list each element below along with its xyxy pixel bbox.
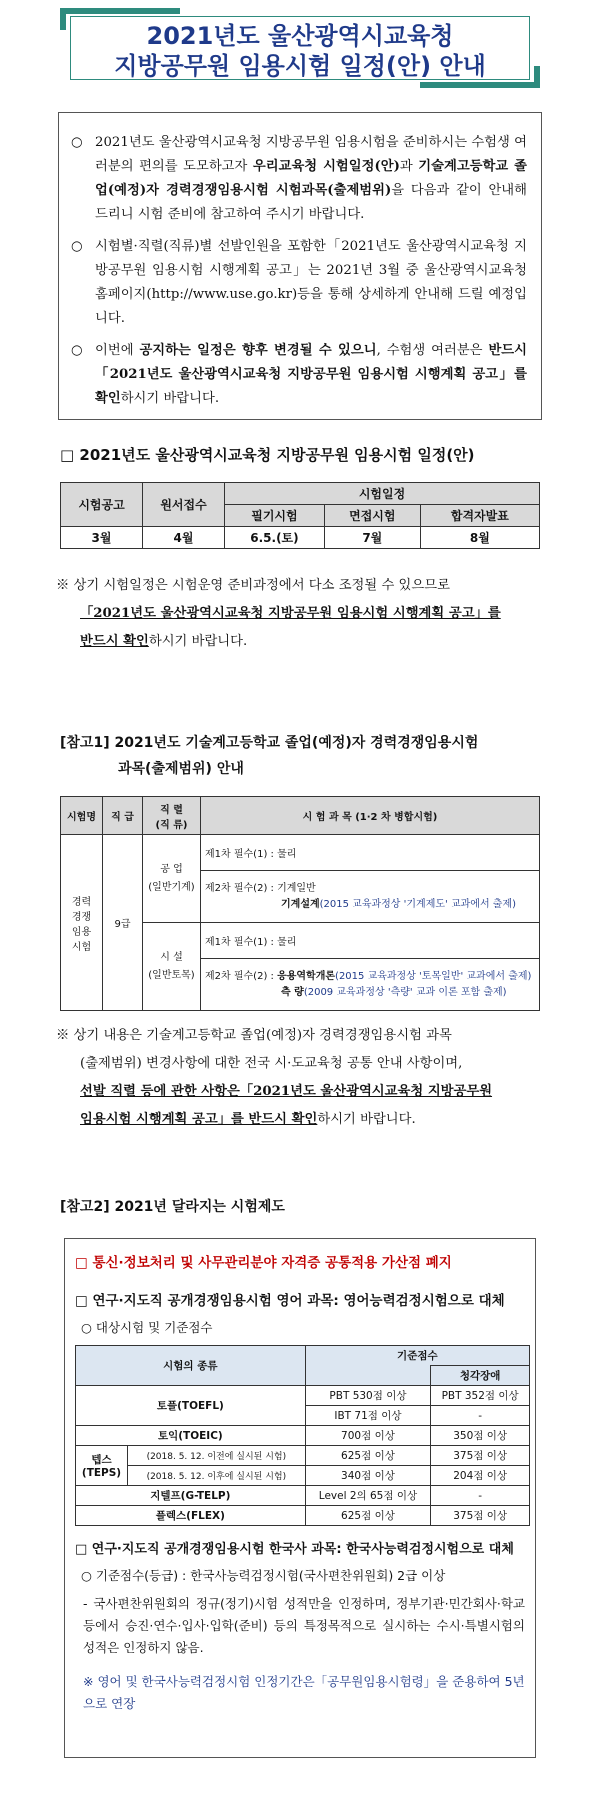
cell-s2-r2: 제2차 필수(2) : 응용역학개론(2015 교육과정상 '토목일반' 교과에서 출제) 측 량(2009 교육과정상 '측량' 교과 이론 포함 출제) bbox=[201, 959, 540, 1011]
notice-box bbox=[58, 112, 542, 420]
notice-paragraph-1: ○ 2021년도 울산광역시교육청 지방공무원 임용시험을 준비하시는 수험생 여러분의 편의를 도모하고자 우리교육청 시험일정(안)과 기술계고등학교 졸업(예정)자 경력경쟁임용시험 시험과목(출제범위)을 다음과 같이 안내해 드리니 시험 준비에 참고하여 주시기 바랍니다. bbox=[71, 131, 527, 227]
circle-bullet-icon: ○ bbox=[71, 135, 83, 150]
cell-written: 6.5.(토) bbox=[225, 527, 325, 549]
cell-grade: 9급 bbox=[103, 835, 143, 1011]
th-notice: 시험공고 bbox=[61, 483, 143, 527]
title-line1: 2021년도 울산광역시교육청 bbox=[146, 22, 454, 50]
cell-teps: 텝스 (TEPS) bbox=[76, 1446, 128, 1486]
notice-paragraph-3: ○ 이번에 공지하는 일정은 향후 변경될 수 있으니, 수험생 여러분은 반드시「2021년도 울산광역시교육청 지방공무원 임용시험 시행계획 공고」를 확인하시기 바랍니다. bbox=[71, 339, 527, 411]
th-series: 직 렬 (직 류) bbox=[143, 797, 201, 835]
circle-bullet-icon: ○ bbox=[71, 343, 83, 358]
th-exam: 시험명 bbox=[61, 797, 103, 835]
cell-exam-name: 경력 경쟁 임용 시험 bbox=[61, 835, 103, 1011]
schedule-table bbox=[60, 482, 540, 549]
th-written: 필기시험 bbox=[225, 505, 325, 527]
cell-series-2: 시 설 (일반토목) bbox=[143, 923, 201, 1011]
notice-paragraph-2: ○ 시험별·직렬(직류)별 선발인원을 포함한「2021년도 울산광역시교육청 지방공무원 임용시험 시행계획 공고」는 2021년 3월 중 울산광역시교육청 홈페이지(http://www.use.go.kr)등을 통해 상세하게 안내해 드릴 예정입니다. bbox=[71, 235, 527, 331]
ref2-sub: ○ 대상시험 및 기준점수 bbox=[81, 1320, 213, 1335]
ref1-note: ※ 상기 내용은 기술계고등학교 졸업(예정)자 경력경쟁임용시험 과목 (출제범위) 변경사항에 대한 전국 시·도교육청 공통 안내 사항이며, 선발 직렬 등에 관한 사항은「2021년도 울산광역시교육청 지방공무원 임용시험 시행계획 공고」를 반드시 확인하시기 바랍니다. bbox=[56, 1028, 493, 1127]
cell-gtelp: 지텔프(G-TELP) bbox=[76, 1486, 306, 1506]
th-hear: 청각장애 bbox=[431, 1366, 530, 1386]
ref2-k1: ○ 기준점수(등급) : 한국사능력검정시험(국사편찬위원회) 2급 이상 bbox=[81, 1568, 446, 1583]
schedule-note: ※ 상기 시험일정은 시험운영 준비과정에서 다소 조정될 수 있으므로 「2021년도 울산광역시교육청 지방공무원 임용시험 시행계획 공고」를 반드시 확인하시기 바랍니다. bbox=[56, 578, 501, 649]
ref2-item-1: □ 통신·정보처리 및 사무관리분야 자격증 공통적용 가산점 폐지 bbox=[75, 1255, 452, 1271]
cell-s2-r1: 제1차 필수(1) : 물리 bbox=[201, 923, 540, 959]
cell-notice: 3월 bbox=[61, 527, 143, 549]
cell-apply: 4월 bbox=[143, 527, 225, 549]
th-grade: 직 급 bbox=[103, 797, 143, 835]
th-interview: 면접시험 bbox=[324, 505, 420, 527]
cell-s1-r1: 제1차 필수(1) : 물리 bbox=[201, 835, 540, 871]
cell-interview: 7월 bbox=[324, 527, 420, 549]
ref2-heading: [참고2] 2021년 달라지는 시험제도 bbox=[60, 1199, 285, 1215]
ref2-item-2: □ 연구·지도직 공개경쟁임용시험 영어 과목: 영어능력검정시험으로 대체 bbox=[75, 1293, 505, 1309]
ref2-item-3: □ 연구·지도직 공개경쟁임용시험 한국사 과목: 한국사능력검정시험으로 대체 bbox=[75, 1542, 514, 1557]
subjects-table bbox=[60, 796, 540, 1011]
cell-s1-r2: 제2차 필수(2) : 기계일반 기계설계(2015 교육과정상 '기계제도' 교과에서 출제) bbox=[201, 871, 540, 923]
title-banner bbox=[60, 8, 540, 88]
th-apply: 원서접수 bbox=[143, 483, 225, 527]
th-score: 기준점수 bbox=[305, 1346, 529, 1366]
title-line2: 지방공무원 임용시험 일정(안) 안내 bbox=[114, 52, 486, 80]
th-subjects: 시 험 과 목 (1·2 차 병합시험) bbox=[201, 797, 540, 835]
cell-toeic: 토익(TOEIC) bbox=[76, 1426, 306, 1446]
circle-bullet-icon: ○ bbox=[71, 239, 83, 254]
english-table: 시험의 종류 기준점수 청각장애 토플(TOEFL) PBT 530점 이상 PBT 352점 이상 IBT 71점 이상 - 토익(TOEIC) 700점 이상 350점 이상 텝스 (TEPS) (2018. 5. 12. 이전에 실시된 시험) 625점 이상 375점 이상 (2018. 5. 12. 이후에 실시된 시험) 340점 이상 204점 이상 지텔프(G-TELP) Level 2의 65점 이상 - 플렉스(FLEX) 625점 이상 375점 이상 bbox=[75, 1345, 530, 1526]
cell-series-1: 공 업 (일반기계) bbox=[143, 835, 201, 923]
cell-result: 8월 bbox=[420, 527, 539, 549]
ref2-box bbox=[64, 1238, 536, 1758]
ref1-heading: [참고1] 2021년도 기술계고등학교 졸업(예정)자 경력경쟁임용시험 과목(출제범위) 안내 bbox=[60, 735, 479, 777]
th-type: 시험의 종류 bbox=[76, 1346, 306, 1386]
ref2-k3: ※ 영어 및 한국사능력검정시험 인정기간은「공무원임용시험령」을 준용하여 5년으로 연장 bbox=[83, 1674, 525, 1711]
page-title bbox=[70, 16, 530, 80]
ref2-k2: - 국사편찬위원회의 정규(정기)시험 성적만을 인정하며, 정부기관·민간회사·학교 등에서 승진·연수·입사·입학(준비) 등의 특정목적으로 실시하는 수시·특별시험의 성적은 인정하지 않음. bbox=[83, 1596, 525, 1655]
schedule-heading: □ 2021년도 울산광역시교육청 지방공무원 임용시험 일정(안) bbox=[60, 446, 475, 464]
cell-toefl: 토플(TOEFL) bbox=[76, 1386, 306, 1426]
th-result: 합격자발표 bbox=[420, 505, 539, 527]
cell-flex: 플렉스(FLEX) bbox=[76, 1506, 306, 1526]
th-schedule: 시험일정 bbox=[225, 483, 540, 505]
